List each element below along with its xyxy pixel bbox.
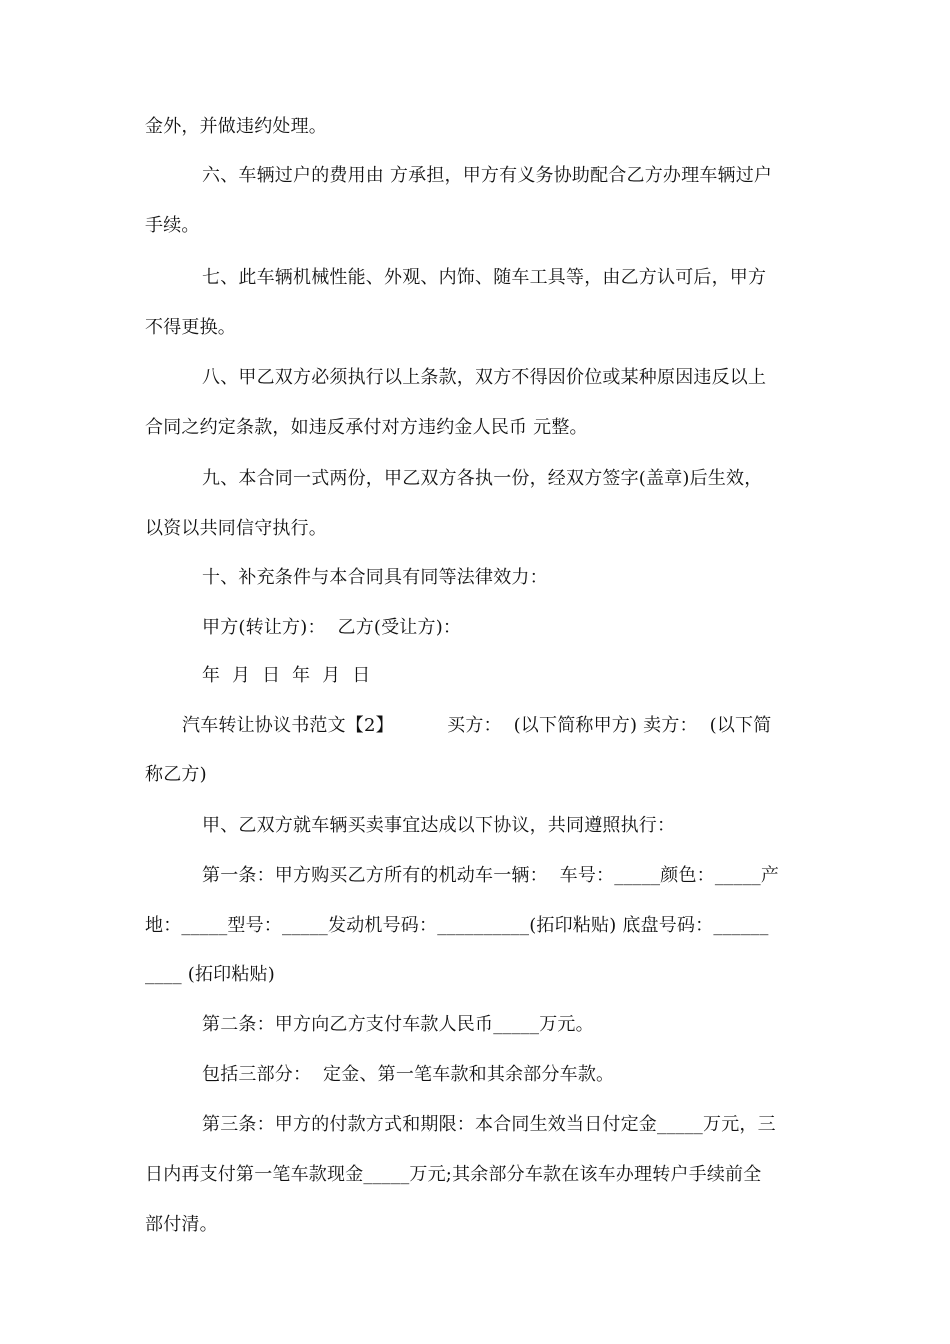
article-one: 第一条：甲方购买乙方所有的机动车一辆： 车号：_____颜色：_____产 — [202, 865, 780, 886]
text-line: 以资以共同信守执行。 — [145, 518, 327, 539]
signature-dates: 年 月 日 年 月 日 — [202, 665, 371, 686]
clause-six: 六、车辆过户的费用由 方承担，甲方有义务协助配合乙方办理车辆过户 — [202, 165, 773, 186]
agreement-intro: 甲、乙双方就车辆买卖事宜达成以下协议，共同遵照执行： — [202, 815, 676, 836]
clause-nine: 九、本合同一式两份，甲乙双方各执一份，经双方签字(盖章)后生效， — [202, 468, 763, 489]
agreement-title-line: 汽车转让协议书范文【2】 买方： (以下简称甲方) 卖方： (以下简 — [182, 715, 772, 736]
text-line: 合同之约定条款，如违反承付对方违约金人民币 元整。 — [145, 417, 588, 438]
text-line: 称乙方) — [145, 764, 207, 785]
article-two: 第二条：甲方向乙方支付车款人民币_____万元。 — [202, 1014, 594, 1035]
clause-seven: 七、此车辆机械性能、外观、内饰、随车工具等，由乙方认可后，甲方 — [202, 267, 767, 288]
text-line: 地：_____型号：_____发动机号码：__________(拓印粘贴) 底盘号码：______ — [145, 915, 769, 936]
text-line: 金外，并做违约处理。 — [145, 116, 327, 137]
text-line: 日内再支付第一笔车款现金_____万元;其余部分车款在该车办理转户手续前全 — [145, 1164, 762, 1185]
text-line: 手续。 — [145, 215, 200, 236]
payment-parts: 包括三部分： 定金、第一笔车款和其余部分车款。 — [202, 1064, 615, 1085]
text-line: 部付清。 — [145, 1214, 218, 1235]
signature-parties: 甲方(转让方)： 乙方(受让方)： — [202, 617, 462, 638]
text-line: ____ (拓印粘贴) — [145, 964, 275, 985]
article-three: 第三条：甲方的付款方式和期限：本合同生效当日付定金_____万元，三 — [202, 1114, 776, 1135]
text-line: 不得更换。 — [145, 317, 236, 338]
clause-eight: 八、甲乙双方必须执行以上条款，双方不得因价位或某种原因违反以上 — [202, 367, 767, 388]
clause-ten: 十、补充条件与本合同具有同等法律效力： — [202, 567, 548, 588]
